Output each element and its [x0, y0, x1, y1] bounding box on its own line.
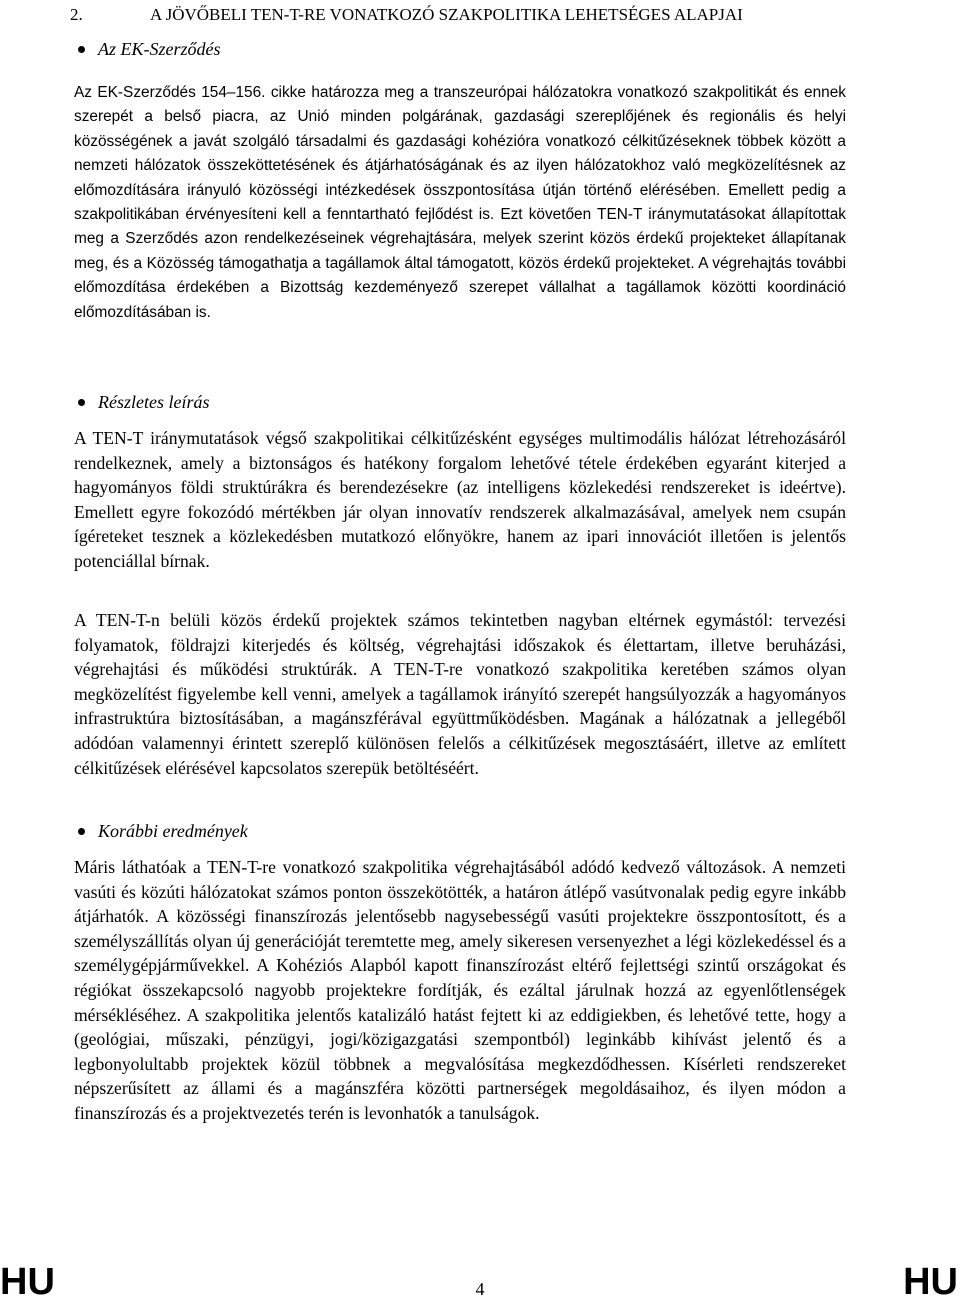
section-title: A JÖVŐBELI TEN-T-RE VONATKOZÓ SZAKPOLITIKA LEHETSÉGES ALAPJAI — [150, 5, 743, 24]
subsection-heading-label: Részletes leírás — [98, 392, 210, 412]
bullet-icon — [78, 399, 85, 406]
paragraph-reszletes-leiras-2: A TEN-T-n belüli közös érdekű projektek számos tekintetben nagyban eltérnek egymástól: tervezési folyamatok, földrajzi kiterjedés és költség, végrehajtási időszakok és élettartam, illetve beruházási, végrehajtási és működési struktúrák. A TEN-T-re vonatkozó szakpolitika keretében számos olyan megközelítést figyelembe kell venni, amelyek a tagállamok irányító szerepét hangsúlyozzák a hagyományos infrastruktúra biztosításában, a magánszférával együttműködésben. Magának a hálózatnak a jellegéből adódóan valamennyi érintett szereplő különösen felelős a célkitűzések megosztásáért, illetve az említett célkitűzések elérésével kapcsolatos szerepük betöltéséért. — [74, 610, 846, 778]
subsection-heading-label: Korábbi eredmények — [98, 821, 248, 841]
paragraph-ek-szerzodes: Az EK-Szerződés 154–156. cikke határozza meg a transzeurópai hálózatokra vonatkozó szakpolitikát és ennek szerepét a belső piacra, az Unió minden polgárának, gazdasági szereplőjének és regionális és helyi közösségének a javát szolgáló társadalmi és gazdasági kohézióra vonatkozó célkitűzéseknek többek között a nemzeti hálózatok összeköttetésének és átjárhatóságának és az ilyen hálózatokhoz való megközelítésnek az előmozdítására irányuló közösségi intézkedések összpontosítása útján történő elérésében. Emellett pedig a szakpolitikában érvényesíteni kell a fenntartható fejlődést is. Ezt követően TEN-T iránymutatásokat állapítottak meg a Szerződés azon rendelkezéseinek végrehajtására, melyek szerint közös érdekű projekteket állapítanak meg, és a Közösség támogathatja a tagállamok által támogatott, közös érdekű projekteket. A végrehajtás további előmozdítása érdekében a Bizottság kezdeményező szerepet vállalhat a tagállamok közötti koordináció előmozdításában is. — [74, 84, 846, 321]
subsection-heading-label: Az EK-Szerződés — [98, 39, 221, 59]
bullet-icon — [78, 828, 85, 835]
footer-language-right: HU — [903, 1261, 958, 1303]
paragraph-reszletes-leiras-1: A TEN-T iránymutatások végső szakpolitikai célkitűzésként egységes multimodális hálózat létrehozásáról rendelkeznek, amely a biztonságos és hatékony forgalom lehetővé tétele érdekében egyaránt kiterjed a hagyományos földi struktúrákra és berendezésekre (az intelligens közlekedési rendszereket is ideértve). Emellett egyre fokozódó mértékben jár olyan innovatív rendszerek alkalmazásával, amelyek nem csupán ígéreteket tesznek a közlekedésben mutatkozó előnyökre, hanem az ipari innovációt illetően is jelentős potenciállal bírnak. — [74, 428, 846, 571]
footer-language-left: HU — [0, 1261, 55, 1303]
bullet-icon — [78, 46, 85, 53]
paragraph-korabbi-eredmenyek: Máris láthatóak a TEN-T-re vonatkozó szakpolitika végrehajtásából adódó kedvező változások. A nemzeti vasúti és közúti hálózatokat számos ponton összekötötték, a határon átlépő vasútvonalak pedig egyre inkább átjárhatók. A közösségi finanszírozás jelentősebb nagysebességű vasúti projektekre összpontosított, és a személyszállítás olyan új generációját teremtette meg, amely sikeresen versenyezhet a légi közlekedéssel és a személygépjárművekkel. A Kohéziós Alapból kapott finanszírozást eltérő fejlettségi szintű országokat és régiókat összekapcsoló nagyobb projektekre fordítják, és ezáltal járulnak hozzá az egyenlőtlenségek mérsékléséhez. A szakpolitika jelentős katalizáló hatást fejtett ki az eddigiekben, és lehetővé tette, hogy a (geológiai, műszaki, pénzügyi, jogi/közigazgatási szempontból) leginkább kihívást jelentő és a legbonyolultabb projektek közül többnek a megvalósítása megkezdődhessen. Kísérleti rendszereket népszerűsített az állami és a magánszféra közötti partnerségek megoldásaihoz, és ilyen módon a finanszírozás és a projektvezetés terén is levonhatók a tanulságok. — [74, 857, 846, 1123]
section-number: 2. — [70, 5, 83, 24]
page-number: 4 — [475, 1279, 485, 1299]
